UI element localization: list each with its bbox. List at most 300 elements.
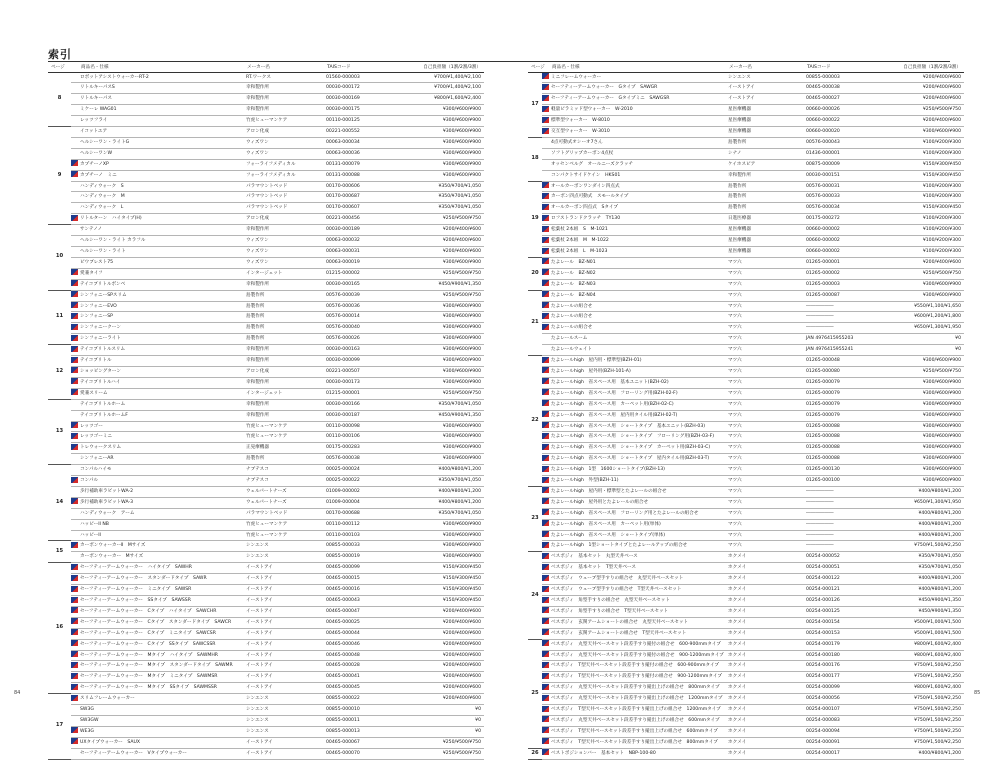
price: ¥300/¥600/¥900	[402, 519, 484, 530]
price: ¥750/¥1,500/¥2,250	[882, 737, 964, 748]
product-name: べスポジィ ウェーブ型手すりの組合せ T型天井ベースセット	[549, 585, 726, 596]
tais-code: 00110-000098	[324, 421, 402, 432]
maker-name: ホクメイ	[726, 705, 804, 716]
flag-icon	[71, 629, 78, 635]
product-name: レッツフライ	[78, 116, 244, 127]
price: ¥200/¥400/¥600	[882, 94, 964, 105]
tais-code: 00576-000031	[804, 181, 882, 192]
product-name: ピウブレスト75	[78, 257, 244, 268]
header-maker: メーカー名	[726, 62, 804, 72]
flag-icon	[542, 520, 549, 526]
tais-code: 00576-000026	[324, 334, 402, 345]
flag-icon	[542, 618, 549, 624]
maker-name: ケイホスピア	[726, 159, 804, 170]
product-name: 愛兼タイフ	[78, 268, 244, 279]
maker-name: 島製作所	[244, 454, 324, 465]
table-row	[528, 476, 964, 487]
tais-code: ――――――	[804, 519, 882, 530]
product-name: イコットエア	[78, 127, 244, 138]
tais-code: 00660-000002	[804, 225, 882, 236]
price: ¥200/¥400/¥600	[882, 116, 964, 127]
price: ¥350/¥700/¥1,050	[402, 399, 484, 410]
tais-code: 00110-000106	[324, 432, 402, 443]
price: ¥400/¥800/¥1,200	[882, 508, 964, 519]
product-name: ソフトグリップカーボン4点杖	[549, 148, 726, 159]
maker-name: 島製作所	[244, 312, 324, 323]
table-row	[528, 541, 964, 552]
price: ¥200/¥400/¥600	[882, 72, 964, 83]
price: ¥300/¥600/¥900	[882, 377, 964, 388]
header-maker: メーカー名	[244, 62, 324, 72]
tais-code: 00855-000019	[324, 552, 402, 563]
table-row	[528, 203, 964, 214]
table-row	[48, 192, 484, 203]
maker-name: イーストアイ	[244, 672, 324, 683]
right-table-body	[528, 72, 964, 759]
product-name: セーフティーアームウォーカー SSタイプ SAWSSR	[78, 596, 244, 607]
tais-code: 00063-000032	[324, 236, 402, 247]
tais-code: 01265-000048	[804, 356, 882, 367]
flag-icon	[71, 575, 78, 581]
table-row	[48, 421, 484, 432]
tais-code: 00660-000002	[804, 236, 882, 247]
product-name: テイコブリトル	[78, 356, 244, 367]
maker-name: ウィズワン	[244, 236, 324, 247]
tais-code: 01265-000079	[804, 377, 882, 388]
table-row	[48, 497, 484, 508]
tais-code: 00030-000172	[324, 83, 402, 94]
price: ¥200/¥400/¥600	[402, 247, 484, 258]
tais-code: 00063-000034	[324, 137, 402, 148]
tais-code: 00576-000033	[804, 192, 882, 203]
maker-name: マツ六	[726, 377, 804, 388]
tais-code: 01265-000088	[804, 421, 882, 432]
price: ¥300/¥600/¥900	[882, 290, 964, 301]
price: ¥300/¥600/¥900	[402, 116, 484, 127]
page-ref: 24	[528, 552, 542, 639]
table-row	[48, 683, 484, 694]
price: ¥400/¥800/¥1,200	[882, 748, 964, 759]
product-name: べスポジィ T型天井ベースセット段差手すり縦出上げの組合せ 800mmタイプ	[549, 737, 726, 748]
tais-code: 00254-000091	[804, 737, 882, 748]
table-row	[48, 290, 484, 301]
flag-icon	[71, 607, 78, 613]
flag-icon	[71, 280, 78, 286]
flag-icon	[71, 378, 78, 384]
flag-icon	[542, 411, 549, 417]
price: ¥750/¥1,500/¥2,250	[882, 541, 964, 552]
table-row	[48, 541, 484, 552]
tais-code: 01265-000079	[804, 388, 882, 399]
price: ¥250/¥500/¥750	[402, 268, 484, 279]
tais-code: 00025-000022	[324, 476, 402, 487]
product-name: たよレールhigh 省スペース用 基本ユニット(BZH-02)	[549, 377, 726, 388]
maker-name: フォーライフメディカル	[244, 170, 324, 181]
product-name: たよレールの組合せ	[549, 312, 726, 323]
maker-name: イーストアイ	[244, 737, 324, 748]
price: ¥300/¥600/¥900	[882, 476, 964, 487]
flag-icon	[71, 640, 78, 646]
tais-code: 01009-000004	[324, 497, 402, 508]
product-name: テイコブリトルホーム	[78, 399, 244, 410]
product-name: ハッピーII	[78, 530, 244, 541]
table-row	[48, 225, 484, 236]
maker-name: マツ六	[726, 465, 804, 476]
page-ref: 13	[48, 399, 71, 464]
price: ¥300/¥600/¥900	[402, 301, 484, 312]
price: ¥400/¥800/¥1,200	[882, 486, 964, 497]
tais-code: 00465-000048	[324, 650, 402, 661]
maker-name: ホクメイ	[726, 726, 804, 737]
tais-code: 00131-000079	[324, 159, 402, 170]
maker-name: マツ六	[726, 323, 804, 334]
tais-code: 01265-000002	[804, 268, 882, 279]
maker-name: シンエンス	[244, 552, 324, 563]
price: ¥450/¥900/¥1,350	[402, 410, 484, 421]
tais-code: 01265-000080	[804, 366, 882, 377]
tais-code: 00254-000177	[804, 672, 882, 683]
tais-code: ――――――	[804, 486, 882, 497]
product-name: べスポジィ T型天井ベースセット段差手すり縦付の組合せ 900-1200mmタイプ	[549, 672, 726, 683]
tais-code: 00254-000017	[804, 748, 882, 759]
tais-code: 00254-000107	[804, 705, 882, 716]
table-row	[528, 683, 964, 694]
maker-name: インタージェット	[244, 388, 324, 399]
table-row	[528, 366, 964, 377]
page-ref: 11	[48, 290, 71, 345]
tais-code: 00030-000173	[324, 377, 402, 388]
price: ¥700/¥1,400/¥2,100	[402, 83, 484, 94]
price: ¥500/¥1,000/¥1,500	[882, 628, 964, 639]
product-name: たよレール BZ-N01	[549, 257, 726, 268]
maker-name: ホクメイ	[726, 606, 804, 617]
tais-code: 00254-000094	[804, 726, 882, 737]
table-row	[528, 257, 964, 268]
table-row	[528, 105, 964, 116]
price: ¥400/¥800/¥1,200	[402, 465, 484, 476]
maker-name: 竹虎ヒューマンケア	[244, 530, 324, 541]
table-row	[48, 323, 484, 334]
product-name: ヘルシーワン・ライト カラフル	[78, 236, 244, 247]
product-name: シンフォニークーン	[78, 323, 244, 334]
tais-code: 00030-000187	[324, 410, 402, 421]
flag-icon	[542, 444, 549, 450]
price: ¥300/¥600/¥900	[402, 137, 484, 148]
tais-code: 00660-000026	[804, 105, 882, 116]
tais-code: ――――――	[804, 530, 882, 541]
flag-icon	[71, 727, 78, 733]
maker-name: 幸和製作所	[244, 356, 324, 367]
table-row	[528, 236, 964, 247]
product-name: ショッピングターン	[78, 366, 244, 377]
maker-name: ホクメイ	[726, 672, 804, 683]
product-name: 標準型ウォーカー W-8010	[549, 116, 726, 127]
price: ¥0	[402, 705, 484, 716]
tais-code: 00030-000189	[324, 225, 402, 236]
table-row	[528, 159, 964, 170]
flag-icon	[71, 291, 78, 297]
product-name: ハッピーII NB	[78, 519, 244, 530]
price: ¥300/¥600/¥900	[402, 421, 484, 432]
table-row	[528, 181, 964, 192]
product-name: たよレールhigh 省スペース用 屋内用タイル用(BZH-02-T)	[549, 410, 726, 421]
tais-code: 00030-000166	[324, 399, 402, 410]
product-name: たよレールhigh 屋内用・標準型(BZH-01)	[549, 356, 726, 367]
product-name: べストポジションバー 基本セット NBP-100-80	[549, 748, 726, 759]
flag-icon	[71, 313, 78, 319]
tais-code: 00254-000125	[804, 606, 882, 617]
product-name: たよレールhigh 省スペース用 カーペット用(BZH-02-C)	[549, 399, 726, 410]
flag-icon	[542, 226, 549, 232]
table-row	[528, 465, 964, 476]
table-row	[528, 421, 964, 432]
product-name: たよレールhigh 屋外用(BZH-101-A)	[549, 366, 726, 377]
price: ¥300/¥600/¥900	[402, 366, 484, 377]
price: ¥300/¥600/¥900	[402, 312, 484, 323]
table-row	[48, 748, 484, 759]
tais-code: 00063-000019	[324, 257, 402, 268]
price: ¥300/¥600/¥900	[402, 257, 484, 268]
price: ¥700/¥1,400/¥2,100	[402, 72, 484, 83]
tais-code: 00221-000507	[324, 366, 402, 377]
flag-icon	[71, 662, 78, 668]
table-row	[528, 399, 964, 410]
flag-icon	[542, 237, 549, 243]
maker-name: マツ六	[726, 366, 804, 377]
maker-name: ウィズワン	[244, 148, 324, 159]
table-row	[528, 585, 964, 596]
tais-code: 00254-000121	[804, 585, 882, 596]
table-row	[48, 585, 484, 596]
flag-icon	[542, 433, 549, 439]
maker-name: 幸和製作所	[244, 105, 324, 116]
tais-code: 00030-000151	[804, 170, 882, 181]
price: ¥150/¥300/¥450	[402, 574, 484, 585]
flag-icon	[71, 618, 78, 624]
tais-code: 00465-000041	[324, 672, 402, 683]
price: ¥200/¥400/¥600	[402, 628, 484, 639]
product-name: セーフティーアームウォーカー Mタイプ スタンダードタイプ SAWMR	[78, 661, 244, 672]
table-row	[48, 257, 484, 268]
tais-code: 01265-000001	[804, 257, 882, 268]
maker-name: ホクメイ	[726, 694, 804, 705]
tais-code: 01436-000001	[804, 148, 882, 159]
product-name: リトルターン ハイタイプ(H)	[78, 214, 244, 225]
maker-name: パラマウントベッド	[244, 203, 324, 214]
flag-icon	[71, 160, 78, 166]
table-row	[528, 552, 964, 563]
product-name: 軽量ピラミッド型ウォーカー W-2010	[549, 105, 726, 116]
table-row	[528, 454, 964, 465]
tais-code: 00465-000015	[324, 574, 402, 585]
table-row	[48, 508, 484, 519]
flag-icon	[71, 498, 78, 504]
page-ref: 21	[528, 290, 542, 355]
table-row	[528, 345, 964, 356]
price: ¥100/¥200/¥300	[882, 181, 964, 192]
flag-icon	[542, 706, 549, 712]
table-row	[528, 639, 964, 650]
tais-code: 00254-000126	[804, 596, 882, 607]
tais-code: 00576-000040	[324, 323, 402, 334]
product-name: べスポジィ 丸型天井ベースセット段差手すり縦出上げの組合せ 600mmタイプ	[549, 715, 726, 726]
price: ¥100/¥200/¥300	[882, 236, 964, 247]
table-row	[48, 366, 484, 377]
header-tais: TAISコード	[324, 62, 402, 72]
table-row	[48, 356, 484, 367]
tais-code: 00175-000272	[804, 214, 882, 225]
product-name: セーフティーアームウォーカー Cタイプ ミニタイプ SAWCSR	[78, 628, 244, 639]
table-row	[48, 388, 484, 399]
price: ¥300/¥600/¥900	[882, 432, 964, 443]
maker-name: ホクメイ	[726, 596, 804, 607]
price: ¥100/¥200/¥300	[882, 214, 964, 225]
flag-icon	[542, 302, 549, 308]
tais-code: 00855-000022	[324, 694, 402, 705]
table-row	[528, 705, 964, 716]
tais-code: 01560-000003	[324, 72, 402, 83]
table-row	[48, 345, 484, 356]
product-name: ロボットアシストウォーカーRT-2	[78, 72, 244, 83]
flag-icon	[71, 389, 78, 395]
product-name: べスポジィ 丸型天井ベースセット段差手すり縦出上げの組合せ 800mmタイプ	[549, 683, 726, 694]
maker-name: マツ六	[726, 268, 804, 279]
maker-name: ホクメイ	[726, 552, 804, 563]
tais-code: 00254-000179	[804, 639, 882, 650]
flag-icon	[71, 542, 78, 548]
page-ref: 16	[48, 563, 71, 694]
header-page: ページ	[48, 62, 71, 72]
maker-name: ナブテスコ	[244, 465, 324, 476]
tais-code: 00170-000607	[324, 203, 402, 214]
page-ref: 20	[528, 257, 542, 290]
price: ¥300/¥600/¥900	[402, 170, 484, 181]
maker-name: 幸和製作所	[244, 94, 324, 105]
product-name: たよレールhigh 省スペース用 ショートタイプ 屋内タイル用(BZH-03-T)	[549, 454, 726, 465]
table-row	[528, 225, 964, 236]
price: ¥300/¥600/¥900	[402, 334, 484, 345]
table-row	[48, 94, 484, 105]
product-name: たよレールウェイト	[549, 345, 726, 356]
table-row	[48, 465, 484, 476]
price: ¥300/¥600/¥900	[882, 399, 964, 410]
product-name: ハンディウォーク S	[78, 181, 244, 192]
tais-code: 00110-000125	[324, 116, 402, 127]
table-row	[48, 236, 484, 247]
table-row	[48, 181, 484, 192]
product-name: セーフティーアームウォーカー Cタイプ ハイタイプ SAWCHR	[78, 606, 244, 617]
table-row	[48, 650, 484, 661]
page-number-left: 84	[14, 690, 21, 696]
table-row	[528, 563, 964, 574]
tais-code: 00030-000169	[324, 94, 402, 105]
table-row	[48, 661, 484, 672]
maker-name: イーストアイ	[244, 683, 324, 694]
maker-name: イーストアイ	[726, 94, 804, 105]
product-name: セーフティーアームウォーカー ハイタイプ SAWHR	[78, 563, 244, 574]
maker-name: ウィズワン	[244, 137, 324, 148]
price: ¥200/¥400/¥600	[402, 236, 484, 247]
table-row	[528, 268, 964, 279]
page-number-right: 85	[974, 690, 981, 696]
tais-code: 00254-000051	[804, 563, 882, 574]
price: ¥250/¥500/¥750	[402, 214, 484, 225]
product-name: セーフティーアームウォーカー Gタイプミニ SAWGSR	[549, 94, 726, 105]
product-name: ハンディウォーク M	[78, 192, 244, 203]
product-name: べスポジィ T型天井ベースセット段差手すり縦付の組合せ 600-900mmタイプ	[549, 661, 726, 672]
table-row	[528, 388, 964, 399]
maker-name: マツ六	[726, 301, 804, 312]
page-ref: 22	[528, 356, 542, 487]
tais-code: 01265-000079	[804, 399, 882, 410]
table-row	[48, 574, 484, 585]
table-row	[528, 214, 964, 225]
maker-name: 島製作所	[726, 137, 804, 148]
flag-icon	[542, 280, 549, 286]
tais-code: 01265-000087	[804, 290, 882, 301]
price: ¥100/¥200/¥300	[882, 192, 964, 203]
price: ¥500/¥1,000/¥1,500	[882, 617, 964, 628]
table-row	[528, 410, 964, 421]
maker-name: マツ六	[726, 443, 804, 454]
table-row	[48, 639, 484, 650]
tais-code: 01265-000100	[804, 476, 882, 487]
flag-icon	[542, 509, 549, 515]
price: ¥350/¥700/¥1,050	[882, 563, 964, 574]
flag-icon	[71, 171, 78, 177]
flag-icon	[71, 586, 78, 592]
maker-name: 幸和製作所	[244, 399, 324, 410]
table-row	[48, 715, 484, 726]
price: ¥300/¥600/¥900	[402, 105, 484, 116]
table-row	[48, 301, 484, 312]
tais-code: 00030-000099	[324, 356, 402, 367]
price: ¥250/¥500/¥750	[402, 748, 484, 759]
price: ¥300/¥600/¥900	[402, 432, 484, 443]
tais-code: 00576-000036	[324, 301, 402, 312]
maker-name: 島製作所	[244, 323, 324, 334]
table-row	[528, 94, 964, 105]
product-name: たよレールの組合せ	[549, 323, 726, 334]
price: ¥300/¥600/¥900	[882, 127, 964, 138]
product-name: べスポジィ T型天井ベースセット段差手すり縦出上げの組合せ 600mmタイプ	[549, 726, 726, 737]
flag-icon	[71, 357, 78, 363]
maker-name: マツ六	[726, 312, 804, 323]
maker-name: マツ六	[726, 334, 804, 345]
table-row	[528, 726, 964, 737]
header-price: 自己負担額（1割/2割/3割）	[882, 62, 964, 72]
flag-icon	[542, 182, 549, 188]
maker-name: ウィズワン	[244, 257, 324, 268]
table-row	[48, 705, 484, 716]
flag-icon	[71, 597, 78, 603]
maker-name: マツ六	[726, 454, 804, 465]
table-row	[48, 279, 484, 290]
header-name: 商品名・仕様	[549, 62, 726, 72]
tais-code: 01009-000002	[324, 486, 402, 497]
product-name: ロフストランドクラッチ TY130	[549, 214, 726, 225]
table-row	[528, 290, 964, 301]
tais-code: ――――――	[804, 508, 882, 519]
maker-name: マツ六	[726, 541, 804, 552]
product-name: ハンディウォーク L	[78, 203, 244, 214]
maker-name: マツ六	[726, 476, 804, 487]
maker-name: パラマウントベッド	[244, 192, 324, 203]
table-row	[48, 268, 484, 279]
price: ¥100/¥200/¥300	[882, 148, 964, 159]
tais-code: 00025-000024	[324, 465, 402, 476]
tais-code: 00063-000031	[324, 247, 402, 258]
